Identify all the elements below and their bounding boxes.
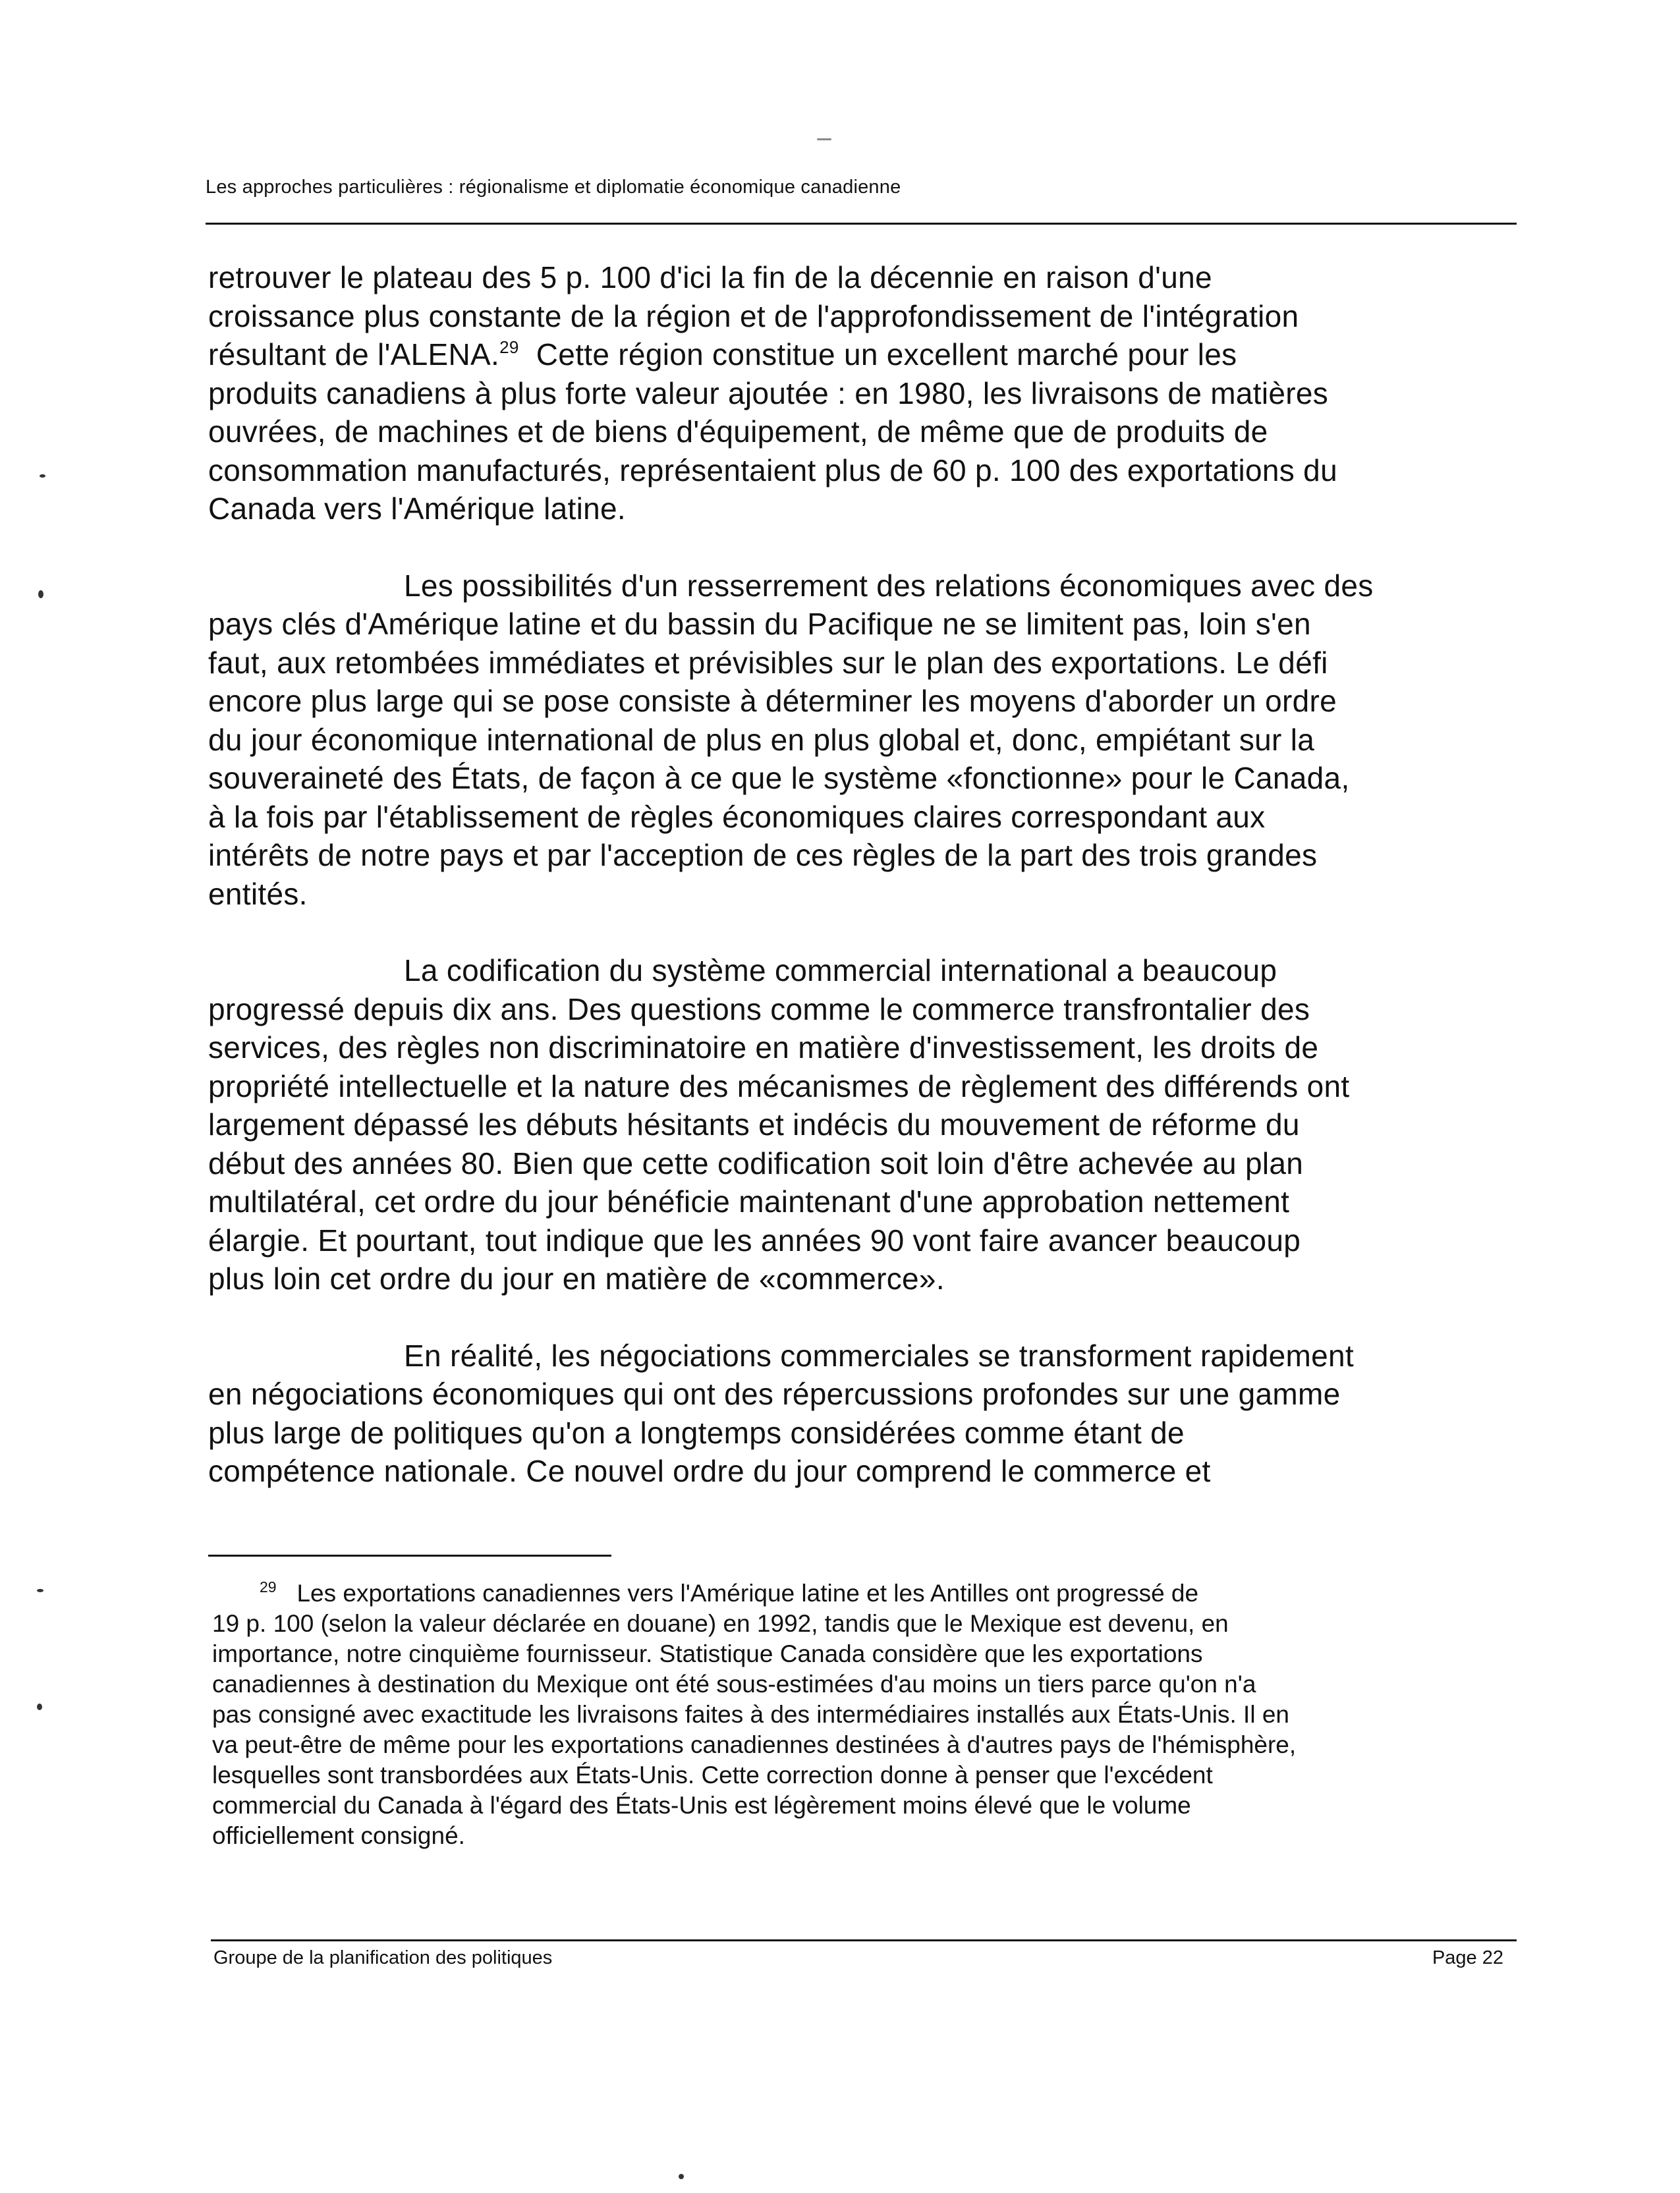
footnote-ref[interactable]: 29 — [499, 337, 519, 357]
text-line: plus loin cet ordre du jour en matière de «commerce». — [208, 1262, 945, 1296]
footnote-29 — [212, 1578, 1523, 1851]
text-line: multilatéral, cet ordre du jour bénéficie maintenant d'une approbation nettement — [208, 1184, 1290, 1219]
text-line: du jour économique international de plus en plus global et, donc, empiétant sur la — [208, 722, 1315, 757]
page-number: Page 22 — [1432, 1947, 1503, 1968]
footnote-marker: 29 — [260, 1578, 277, 1596]
text-line: début des années 80. Bien que cette codification soit loin d'être achevée au plan — [208, 1146, 1304, 1180]
paragraph-2 — [208, 567, 1526, 914]
text-line: Les possibilités d'un resserrement des relations économiques avec des — [404, 568, 1374, 603]
footer-organization: Groupe de la planification des politiques — [213, 1947, 553, 1968]
text-fragment: Cette région constitue un excellent marché pour les — [518, 337, 1237, 372]
footnote-rule — [208, 1555, 611, 1557]
text-line: progressé depuis dix ans. Des questions comme le commerce transfrontalier des — [208, 991, 1310, 1026]
text-line: Canada vers l'Amérique latine. — [208, 491, 626, 526]
text-fragment: Les exportations canadiennes vers l'Amérique latine et les Antilles ont progressé de — [296, 1580, 1199, 1607]
text-line: intérêts de notre pays et par l'acception de ces règles de la part des trois grandes — [208, 838, 1318, 872]
text-line: souveraineté des États, de façon à ce que le système «fonctionne» pour le Canada, — [208, 761, 1350, 795]
text-line: faut, aux retombées immédiates et prévisibles sur le plan des exportations. Le défi — [208, 645, 1328, 680]
scan-speck — [679, 2174, 684, 2179]
scan-speck — [38, 590, 43, 598]
text-line: retrouver le plateau des 5 p. 100 d'ici la fin de la décennie en raison d'une — [208, 260, 1212, 294]
footnote-line: commercial du Canada à l'égard des États-Unis est légèrement moins élevé que le volume — [212, 1792, 1191, 1819]
text-line: produits canadiens à plus forte valeur ajoutée : en 1980, les livraisons de matières — [208, 375, 1329, 410]
paragraph-1 — [208, 258, 1526, 528]
text-line: services, des règles non discriminatoire en matière d'investissement, les droits de — [208, 1030, 1319, 1065]
scan-speck — [40, 474, 45, 478]
scan-speck — [817, 138, 831, 140]
paragraph-4 — [208, 1337, 1526, 1491]
text-line: croissance plus constante de la région et de l'approfondissement de l'intégration — [208, 298, 1299, 333]
running-header: Les approches particulières : régionalisme et diplomatie économique canadienne — [206, 177, 901, 198]
text-line: en négociations économiques qui ont des répercussions profondes sur une gamme — [208, 1377, 1341, 1411]
text-fragment: résultant de l'ALENA. — [208, 337, 500, 372]
body-text — [208, 258, 1526, 1529]
text-line: plus large de politiques qu'on a longtemps considérées comme étant de — [208, 1415, 1185, 1450]
text-line: élargie. Et pourtant, tout indique que les années 90 vont faire avancer beaucoup — [208, 1223, 1301, 1258]
text-line: consommation manufacturés, représentaient plus de 60 p. 100 des exportations du — [208, 453, 1337, 487]
footnote-line: officiellement consigné. — [212, 1822, 465, 1849]
footnote-line: va peut-être de même pour les exportations canadiennes destinées à d'autres pays de l'hémisphère, — [212, 1731, 1297, 1758]
footnote-line — [212, 1578, 1523, 1609]
text-line: En réalité, les négociations commerciales se transforment rapidement — [404, 1338, 1354, 1373]
footnote-line: importance, notre cinquième fournisseur. Statistique Canada considère que les exportations — [212, 1640, 1203, 1667]
text-line: à la fois par l'établissement de règles économiques claires correspondant aux — [208, 799, 1266, 834]
footnote-line: pas consigné avec exactitude les livraisons faites à des intermédiaires installés aux États-Unis. Il en — [212, 1701, 1289, 1728]
text-line: La codification du système commercial international a beaucoup — [404, 953, 1277, 987]
footnote-line: lesquelles sont transbordées aux États-Unis. Cette correction donne à penser que l'excédent — [212, 1762, 1213, 1789]
footnote-line: 19 p. 100 (selon la valeur déclarée en douane) en 1992, tandis que le Mexique est devenu, en — [212, 1610, 1229, 1637]
text-line: ouvrées, de machines et de biens d'équipement, de même que de produits de — [208, 414, 1268, 449]
scan-speck — [37, 1704, 42, 1710]
text-line: entités. — [208, 876, 308, 911]
header-rule — [206, 223, 1517, 225]
scan-speck — [37, 1589, 43, 1592]
paragraph-3 — [208, 951, 1526, 1298]
text-line: encore plus large qui se pose consiste à déterminer les moyens d'aborder un ordre — [208, 684, 1337, 718]
footnote-line: canadiennes à destination du Mexique ont été sous-estimées d'au moins un tiers parce qu'on n'a — [212, 1671, 1256, 1698]
footer-rule — [211, 1939, 1517, 1941]
text-line-with-footnote — [208, 335, 1526, 374]
text-line: compétence nationale. Ce nouvel ordre du jour comprend le commerce et — [208, 1454, 1211, 1488]
text-line: propriété intellectuelle et la nature des mécanismes de règlement des différends ont — [208, 1069, 1350, 1103]
text-line: pays clés d'Amérique latine et du bassin du Pacifique ne se limitent pas, loin s'en — [208, 607, 1311, 641]
text-line: largement dépassé les débuts hésitants et indécis du mouvement de réforme du — [208, 1107, 1300, 1142]
